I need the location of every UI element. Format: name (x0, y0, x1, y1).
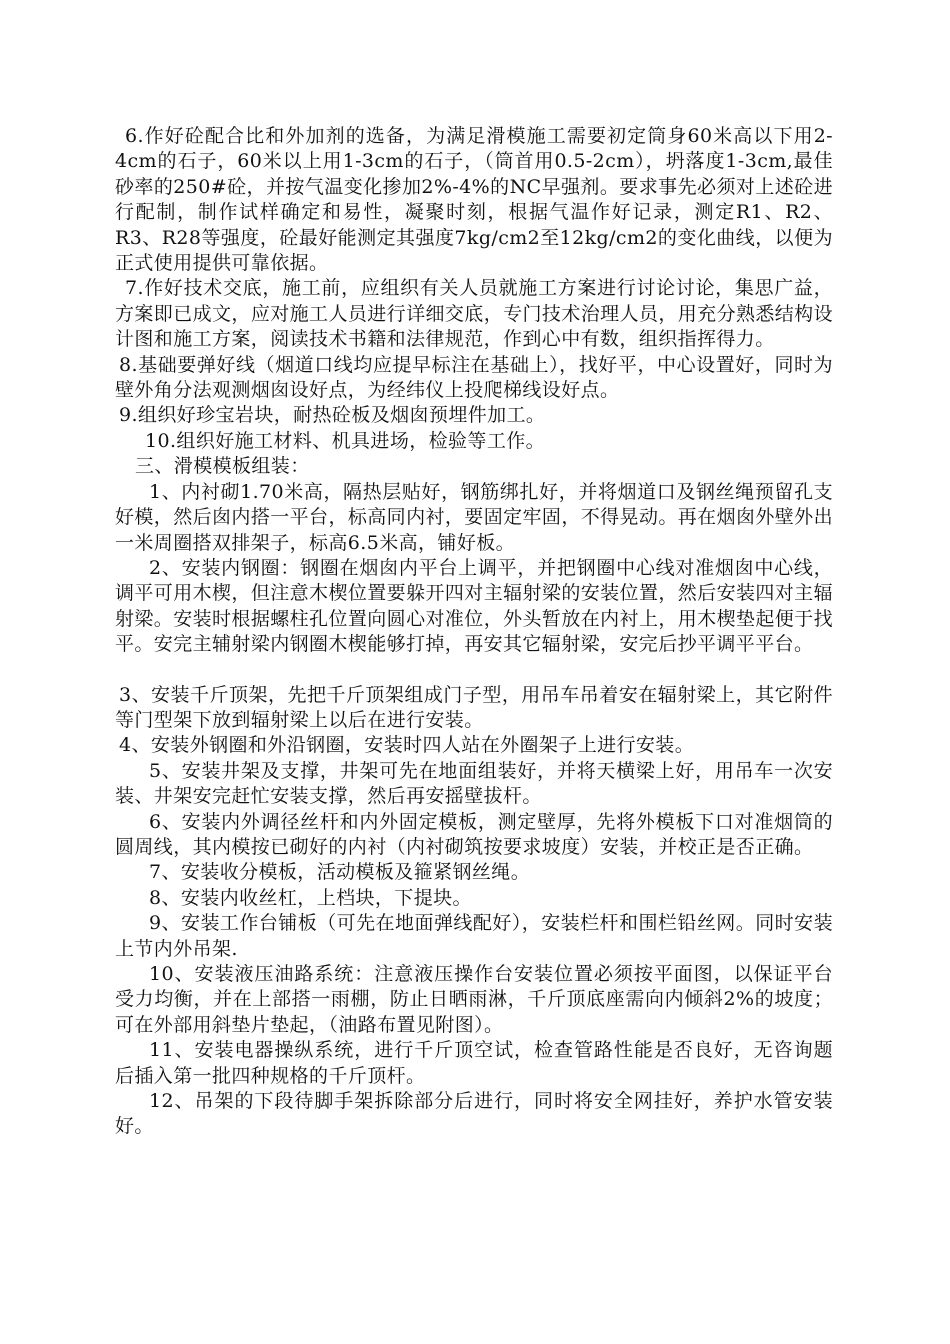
paragraph-6-concrete-mix: 6.作好砼配合比和外加剂的选备，为满足滑模施工需要初定筒身60米高以下用2-4cm的石子，60米以上用1-3cm的石子，（筒首用0.5-2cm），坍落度1-3cm,最佳砂率的250#砼，并按气温变化掺加2%-4%的NC早强剂。要求事先必须对上述砼进行配制，制作试样确定和易性，凝聚时刻，根据气温作好记录，测定R1、R2、R3、R28等强度，砼最好能测定其强度7kg/cm2至12kg/cm2的变化曲线，以便为正式使用提供可靠依据。 (115, 125, 833, 275)
step-3-jack-frame: 3、安装千斤顶架，先把千斤顶架组成门子型，用吊车吊着安在辐射梁上，其它附件等门型架下放到辐射梁上以后在进行安装。 (115, 683, 833, 731)
document-body (115, 124, 833, 1140)
paragraph-8-foundation-lines: 8.基础要弹好线（烟道口线均应提早标注在基础上），找好平，中心设置好，同时为壁外角分法观测烟囱设好点，为经纬仪上投爬梯线设好点。 (115, 353, 833, 402)
step-9-platform-boards: 9、安装工作台铺板（可先在地面弹线配好），安装栏杆和围栏铅丝网。同时安装上节内外吊架. (115, 912, 833, 960)
section-heading-formwork-assembly: 三、滑模模板组装： (135, 455, 310, 478)
paragraph-10-materials: 10.组织好施工材料、机具进场，检验等工作。 (145, 429, 546, 452)
blank-line (115, 658, 833, 683)
paragraph-7-technical-briefing: 7.作好技术交底，施工前，应组织有关人员就施工方案进行讨论讨论，集思广益，方案即已成文，应对施工人员进行详细交底，专门技术治理人员，用充分熟悉结构设计图和施工方案，阅读技术书籍和法律规范，作到心中有数，组织指挥得力。 (115, 277, 833, 351)
step-5-derrick: 5、安装井架及支撑，井架可先在地面组装好，并将天横梁上好，用吊车一次安装、井架安完赶忙安装支撑，然后再安摇壁拔杆。 (115, 759, 833, 808)
step-6-adjusting-screws: 6、安装内外调径丝杆和内外固定模板，测定壁厚，先将外模板下口对准烟筒的圆周线，其内模按已砌好的内衬（内衬砌筑按要求坡度）安装，并校正是否正确。 (115, 810, 833, 858)
step-2-inner-ring: 2、安装内钢圈：钢圈在烟囱内平台上调平，并把钢圈中心线对准烟囱中心线，调平可用木楔，但注意木楔位置要躲开四对主辐射梁的安装位置，然后安装四对主辐射梁。安装时根据螺柱孔位置向圆心对准位，外头暂放在内衬上，用木楔垫起便于找平。安完主辅射梁内钢圈木楔能够打掉，再安其它辐射梁，安完后抄平调平平台。 (115, 556, 833, 656)
step-4-outer-ring: 4、安装外钢圈和外沿钢圈，安装时四人站在外圈架子上进行安装。 (119, 734, 695, 757)
step-12-hanging-frame: 12、吊架的下段待脚手架拆除部分后进行，同时将安全网挂好，养护水管安装好。 (115, 1090, 833, 1138)
step-7-collecting-formwork: 7、安装收分模板，活动模板及箍紧钢丝绳。 (149, 861, 531, 884)
step-11-electrical-system: 11、安装电器操纵系统，进行千斤顶空试，检查管路性能是否良好，无咨询题后插入第一批四种规格的千斤顶杆。 (115, 1039, 833, 1087)
step-8-inner-screw: 8、安装内收丝杠，上档块，下提块。 (149, 886, 472, 909)
paragraph-9-perlite-blocks: 9.组织好珍宝岩块，耐热砼板及烟囱预埋件加工。 (119, 404, 546, 427)
step-10-hydraulic-system: 10、安装液压油路系统：注意液压操作台安装位置必须按平面图，以保证平台受力均衡，并在上部搭一雨棚，防止日晒雨淋，千斤顶底座需向内倾斜2%的坡度；可在外部用斜垫片垫起，（油路布置见附图）。 (115, 963, 833, 1036)
step-1-lining: 1、内衬砌1.70米高，隔热层贴好，钢筋绑扎好，并将烟道口及钢丝绳预留孔支好模，然后囱内搭一平台，标高同内衬，要固定牢固，不得晃动。再在烟囱外壁外出一米周圈搭双排架子，标高6.5米高，铺好板。 (115, 480, 833, 554)
